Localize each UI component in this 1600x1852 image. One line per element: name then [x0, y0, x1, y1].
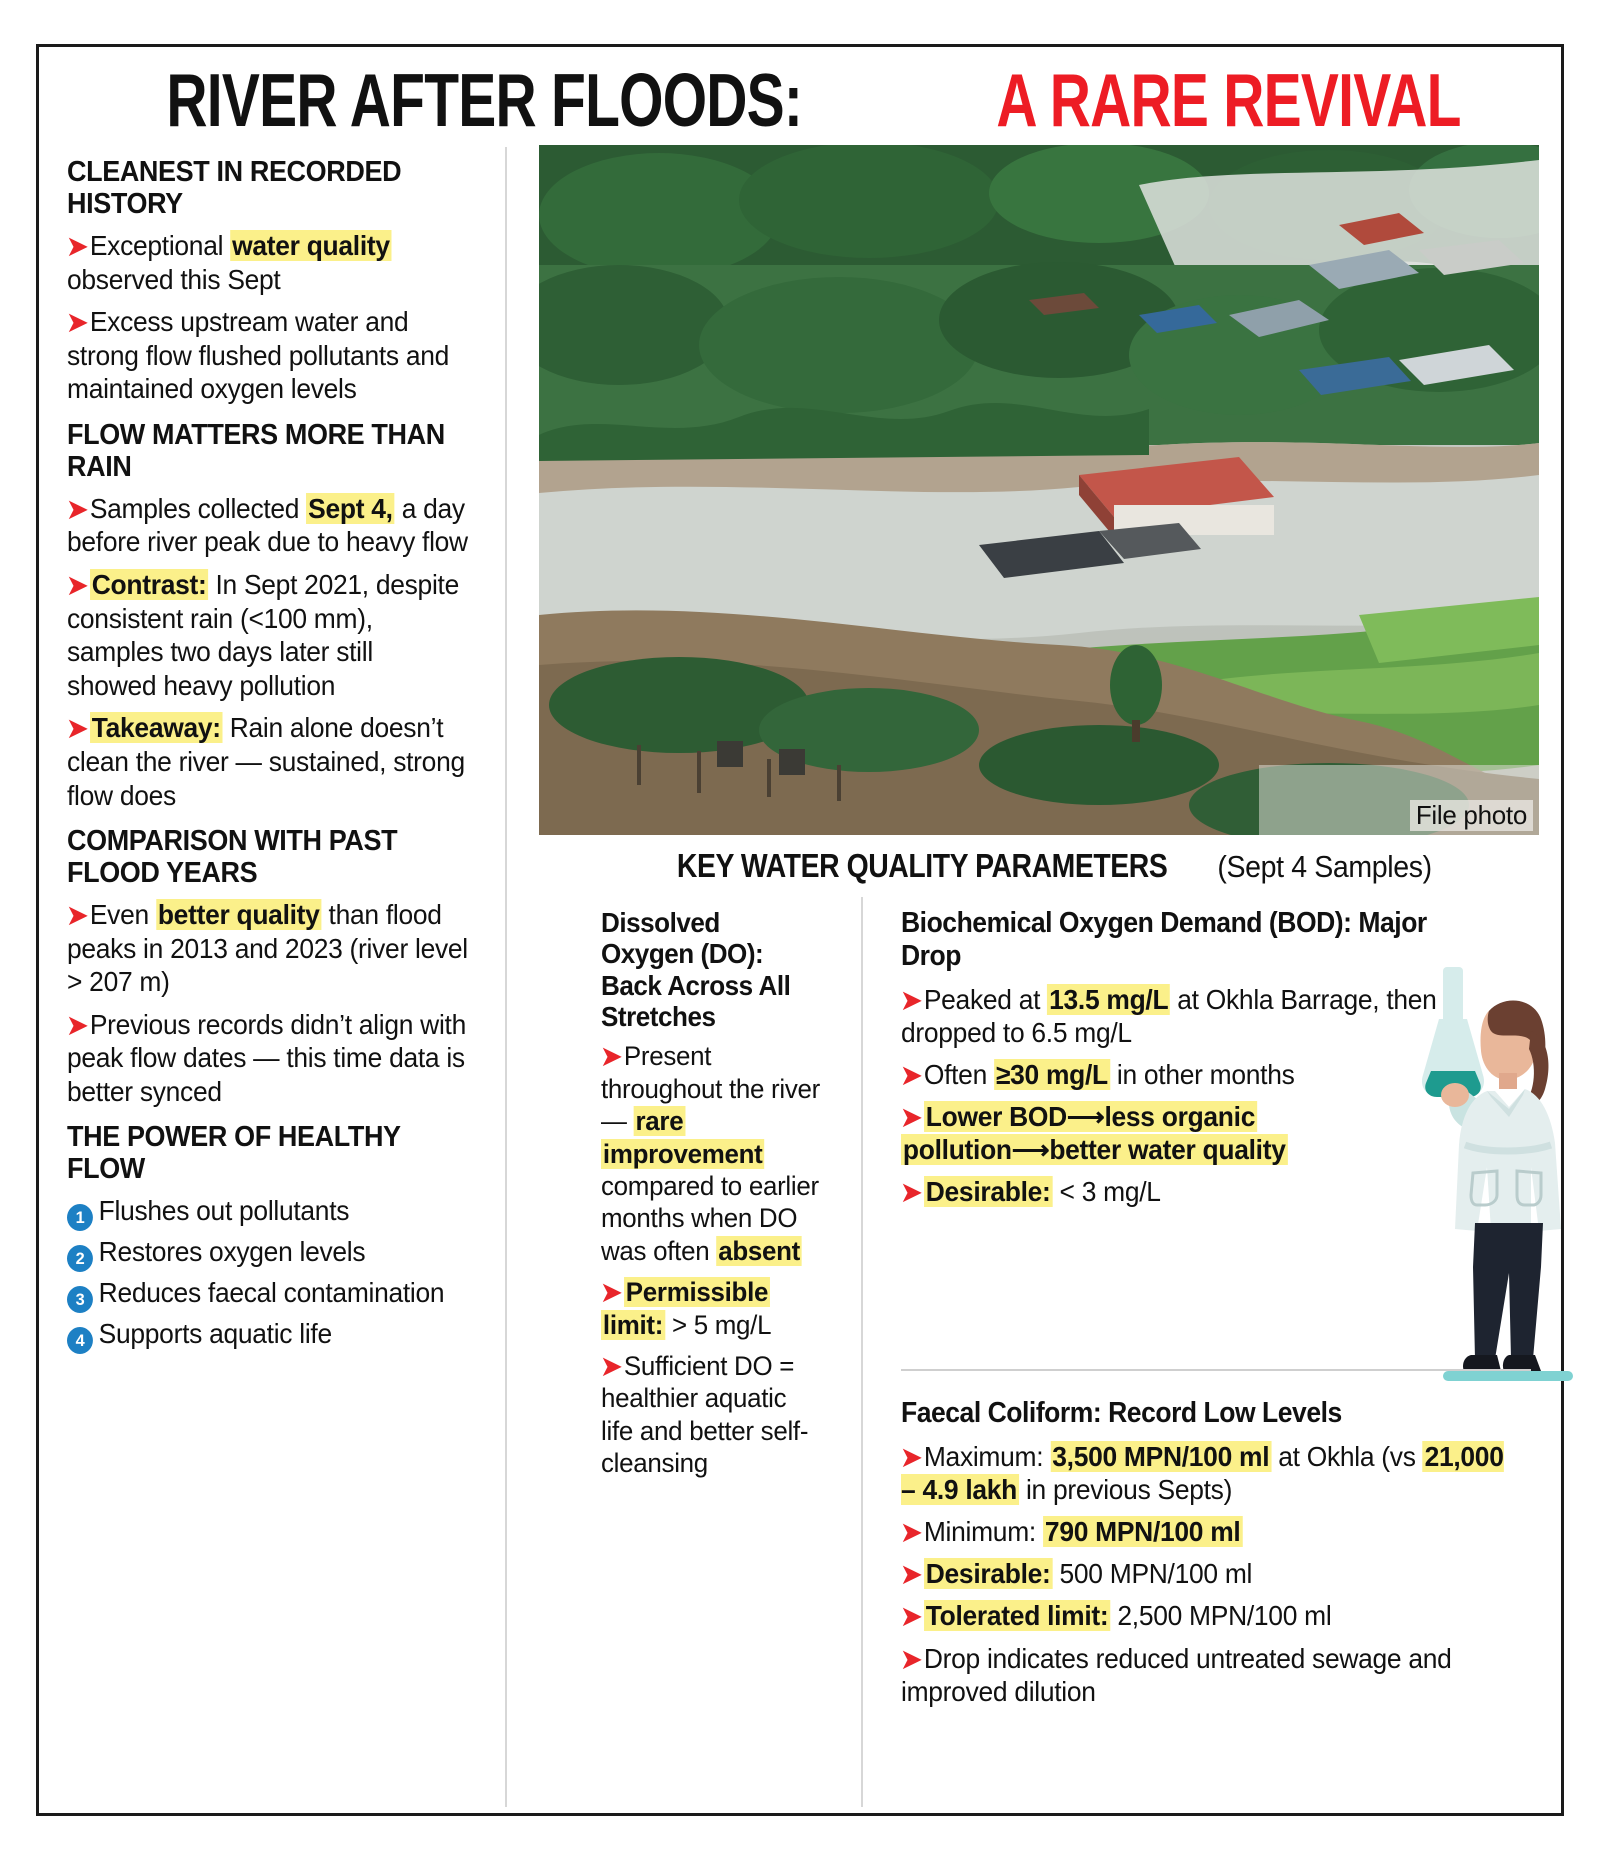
scientist-illustration [1391, 967, 1587, 1387]
bod-heading: Biochemical Oxygen Demand (BOD): Major Drop [901, 907, 1427, 972]
bullet-do-present: ➤ Present throughout the river — rare improvement compared to earlier months when DO was often absent [601, 1041, 821, 1266]
arrow-bullet-icon: ➤ [901, 1559, 921, 1590]
highlight-3500-mpn: 3,500 MPN/100 ml [1052, 1440, 1270, 1472]
key-parameters-subtitle: (Sept 4 Samples) [1216, 849, 1432, 884]
list-item: 3 Reduces faecal contamination [67, 1276, 468, 1313]
arrow-bullet-icon: ➤ [67, 569, 87, 600]
arrow-bullet-icon: ➤ [901, 1643, 921, 1674]
bullet-samples-collected: ➤ Samples collected Sept 4, a day before river peak due to heavy flow [67, 492, 468, 558]
arrow-bullet-icon: ➤ [901, 1601, 921, 1632]
bullet-better-quality: ➤ Even better quality than flood peaks in 2013 and 2023 (river level > 207 m) [67, 898, 468, 998]
highlight-better-quality: better quality [157, 898, 320, 930]
arrow-bullet-icon: ➤ [901, 1441, 921, 1472]
section-heading-cleanest: CLEANEST IN RECORDED HISTORY [67, 156, 402, 220]
highlight-desirable-bod: Desirable: [925, 1176, 1051, 1208]
flood-photo-illustration [539, 145, 1539, 835]
bullet-do-permissible-limit: ➤ Permissible limit: > 5 mg/L [601, 1277, 772, 1340]
highlight-permissible-limit: Permissible limit: [602, 1277, 769, 1340]
bullet-faecal-minimum: ➤ Minimum: 790 MPN/100 ml [901, 1515, 1241, 1547]
highlight-contrast: Contrast: [91, 568, 207, 600]
list-item: 1 Flushes out pollutants [67, 1194, 468, 1231]
numbered-benefits-list [67, 1194, 485, 1354]
dissolved-oxygen-column [601, 907, 833, 1489]
bullet-bod-peak: ➤ Peaked at 13.5 mg/L at Okhla Barrage, then dropped to 6.5 mg/L [901, 983, 1437, 1048]
arrow-bullet-icon: ➤ [901, 1101, 921, 1132]
highlight-absent: absent [718, 1235, 801, 1266]
bullet-bod-lower-chain [901, 1100, 1343, 1166]
number-badge-2: 2 [67, 1245, 93, 1272]
arrow-bullet-icon: ➤ [601, 1350, 621, 1381]
divider-bod-faecal [901, 1369, 1531, 1371]
arrow-bullet-icon: ➤ [901, 1516, 921, 1547]
left-column [67, 157, 485, 1358]
highlight-sept-4: Sept 4, [308, 492, 393, 524]
infographic-frame [36, 44, 1564, 1816]
highlight-790-mpn: 790 MPN/100 ml [1044, 1515, 1241, 1547]
faecal-coliform-column [901, 1397, 1531, 1717]
arrow-bullet-icon: ➤ [901, 1177, 921, 1208]
number-badge-1: 1 [67, 1204, 93, 1231]
bullet-previous-records: ➤ Previous records didn’t align with peak flow dates — this time data is better synced [67, 1008, 466, 1107]
page-title [39, 58, 1561, 142]
arrow-bullet-icon: ➤ [67, 899, 87, 930]
bullet-faecal-tolerated: ➤ Tolerated limit: 2,500 MPN/100 ml [901, 1600, 1332, 1632]
faecal-heading: Faecal Coliform: Record Low Levels [901, 1397, 1342, 1429]
page-title-part1: RIVER AFTER FLOODS: [166, 58, 803, 142]
key-parameters-title: KEY WATER QUALITY PARAMETERS [677, 847, 1168, 884]
highlight-lower-bod-chain: Lower BOD⟶less organic pollution⟶better water quality [902, 1100, 1286, 1166]
bullet-faecal-desirable: ➤ Desirable: 500 MPN/100 ml [901, 1558, 1253, 1590]
highlight-tolerated-limit: Tolerated limit: [925, 1600, 1109, 1632]
arrow-bullet-icon: ➤ [901, 984, 921, 1015]
bullet-excess-upstream: ➤ Excess upstream water and strong flow flushed pollutants and maintained oxygen levels [67, 306, 450, 405]
arrow-bullet-icon: ➤ [67, 307, 87, 338]
do-heading: Dissolved Oxygen (DO): Back Across All Stretches [601, 907, 791, 1033]
section-heading-flow-matters: FLOW MATTERS MORE THAN RAIN [67, 418, 445, 483]
arrow-bullet-icon: ➤ [601, 1041, 621, 1072]
arrow-bullet-icon: ➤ [67, 1009, 87, 1040]
page-title-part2: A RARE REVIVAL [995, 58, 1461, 142]
divider-left-vertical [505, 147, 507, 1807]
arrow-bullet-icon: ➤ [601, 1277, 621, 1308]
bullet-bod-desirable: ➤ Desirable: < 3 mg/L [901, 1176, 1161, 1208]
bullet-faecal-maximum: ➤ Maximum: 3,500 MPN/100 ml at Okhla (vs 21,000 – 4.9 lakh in previous Septs) [901, 1440, 1504, 1505]
highlight-30-mgl: ≥30 mg/L [995, 1058, 1108, 1090]
section-heading-power-of-flow: THE POWER OF HEALTHY FLOW [67, 1121, 401, 1186]
flood-photo [539, 145, 1539, 835]
arrow-bullet-icon: ➤ [67, 230, 87, 261]
number-badge-4: 4 [67, 1327, 93, 1354]
number-badge-3: 3 [67, 1286, 93, 1313]
section-heading-comparison: COMPARISON WITH PAST FLOOD YEARS [67, 825, 398, 889]
arrow-bullet-icon: ➤ [67, 713, 87, 744]
bullet-bod-other-months: ➤ Often ≥30 mg/L in other months [901, 1058, 1295, 1090]
bullet-exceptional-water-quality: ➤ Exceptional water quality observed this Sept [67, 229, 390, 295]
highlight-13-5-mgl: 13.5 mg/L [1049, 983, 1169, 1015]
bullet-faecal-drop: ➤ Drop indicates reduced untreated sewage and improved dilution [901, 1642, 1452, 1707]
bullet-contrast-2021: ➤ Contrast: In Sept 2021, despite consistent rain (<100 mm), samples two days later still showed heavy pollution [67, 568, 459, 701]
bullet-do-sufficient: ➤ Sufficient DO = healthier aquatic life and better self-cleansing [601, 1350, 809, 1479]
highlight-water-quality: water quality [232, 229, 390, 261]
divider-middle-vertical [861, 897, 863, 1807]
highlight-previous-range: 21,000 – 4.9 lakh [901, 1440, 1504, 1505]
list-item: 2 Restores oxygen levels [67, 1235, 468, 1272]
female-scientist-with-flask-icon [1391, 967, 1587, 1387]
key-parameters-header [539, 847, 1539, 885]
arrow-bullet-icon: ➤ [901, 1059, 921, 1090]
highlight-rare-improvement: rare improvement [602, 1106, 763, 1169]
highlight-takeaway: Takeaway: [91, 712, 221, 744]
highlight-desirable-faecal: Desirable: [925, 1558, 1051, 1590]
bullet-takeaway: ➤ Takeaway: Rain alone doesn’t clean the river — sustained, strong flow does [67, 712, 465, 811]
arrow-bullet-icon: ➤ [67, 493, 87, 524]
list-item: 4 Supports aquatic life [67, 1317, 468, 1354]
photo-caption: File photo [1410, 800, 1533, 831]
